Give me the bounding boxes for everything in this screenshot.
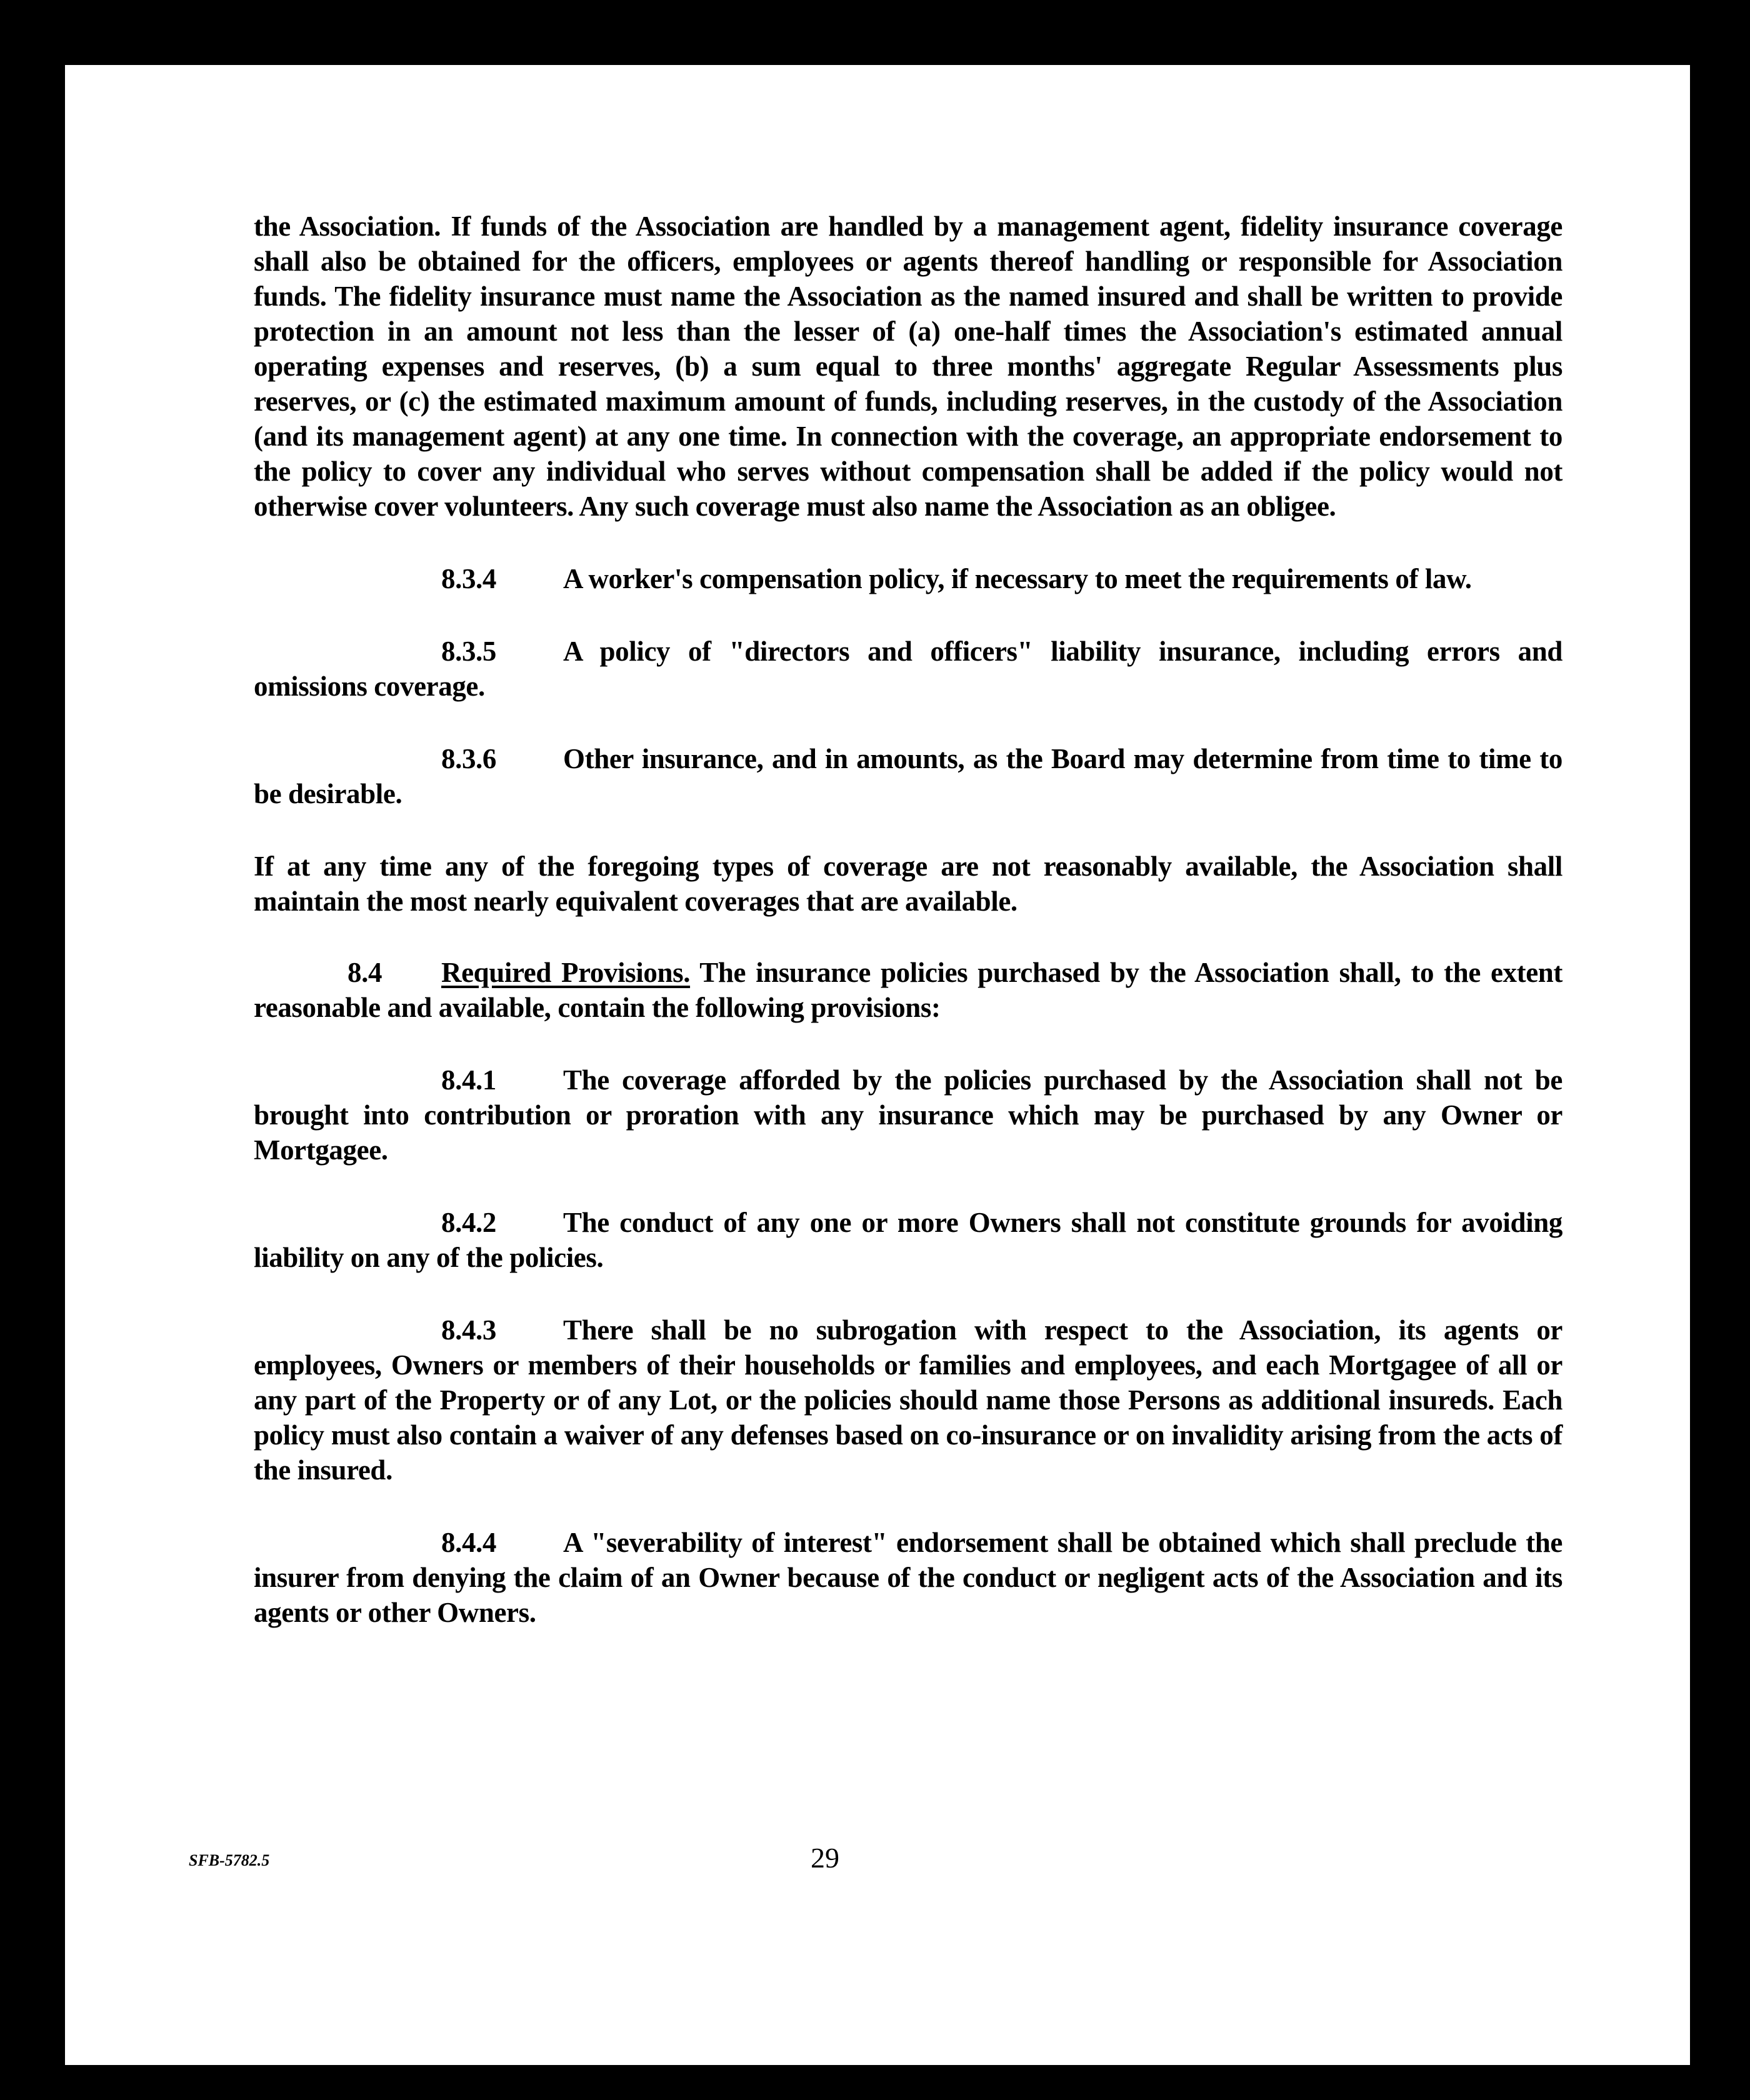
availability-paragraph: If at any time any of the foregoing types of coverage are not reasonably available, the Association shall maintain the most nearly equivalent coverages that are available. <box>254 851 1562 917</box>
section-number: 8.3.4 <box>441 563 497 594</box>
provision-text: There shall be no subrogation with respect to the Association, its agents or employees, Owners or members of their households or families and employees, and each Mortgagee of all or any part of the Property or of any Lot, or the policies should name those Persons as additional insureds. Each policy must also contain a waiver of any defenses based on co-insurance or on invalidity arising from the acts of the insured. <box>254 1314 1562 1486</box>
section-text: A worker's compensation policy, if necessary to meet the requirements of law. <box>563 563 1472 594</box>
provision-8-4-3 <box>254 1312 1562 1488</box>
provision-number: 8.4.3 <box>441 1314 497 1346</box>
document-code: SFB-5782.5 <box>189 1851 270 1869</box>
provision-number: 8.4.1 <box>441 1064 497 1096</box>
page-number: 29 <box>811 1842 839 1874</box>
section-number: 8.3.6 <box>441 743 497 774</box>
section-number: 8.3.5 <box>441 636 497 667</box>
opening-paragraph: the Association. If funds of the Association are handled by a management agent, fidelity insurance coverage shall also be obtained for the officers, employees or agents thereof handling or responsible for Association funds. The fidelity insurance must name the Association as the named insured and shall be written to provide protection in an amount not less than the lesser of (a) one-half times the Association's estimated annual operating expenses and reserves, (b) a sum equal to three months' aggregate Regular Assessments plus reserves, or (c) the estimated maximum amount of funds, including reserves, in the custody of the Association (and its management agent) at any one time. In connection with the coverage, an appropriate endorsement to the policy to cover any individual who serves without compensation shall be added if the policy would not otherwise cover volunteers. Any such coverage must also name the Association as an obligee. <box>254 211 1562 522</box>
section-8-3-4 <box>254 561 1562 596</box>
provision-text: The coverage afforded by the policies purchased by the Association shall not be brought into contribution or proration with any insurance which may be purchased by any Owner or Mortgagee. <box>254 1064 1562 1166</box>
section-text: Other insurance, and in amounts, as the Board may determine from time to time to be desirable. <box>254 743 1562 809</box>
section-heading: Required Provisions. <box>441 957 691 988</box>
section-8-4 <box>254 955 1562 1025</box>
section-number: 8.4 <box>348 957 382 988</box>
section-8-3-5 <box>254 634 1562 704</box>
section-text: The insurance policies purchased by the Association shall, to the extent reasonable and available, contain the following provisions: <box>254 957 1562 1023</box>
provision-8-4-1 <box>254 1062 1562 1168</box>
provision-text: The conduct of any one or more Owners shall not constitute grounds for avoiding liability on any of the policies. <box>254 1207 1562 1273</box>
provision-8-4-4 <box>254 1525 1562 1630</box>
provision-number: 8.4.4 <box>441 1527 497 1558</box>
provision-number: 8.4.2 <box>441 1207 497 1238</box>
provision-text: A "severability of interest" endorsement shall be obtained which shall preclude the insurer from denying the claim of an Owner because of the conduct or negligent acts of the Association and its agents or other Owners. <box>254 1527 1562 1628</box>
document-body <box>254 209 1562 1630</box>
section-text: A policy of "directors and officers" liability insurance, including errors and omissions coverage. <box>254 636 1562 702</box>
provision-8-4-2 <box>254 1205 1562 1275</box>
document-page <box>65 65 1690 2065</box>
section-8-3-6 <box>254 741 1562 811</box>
